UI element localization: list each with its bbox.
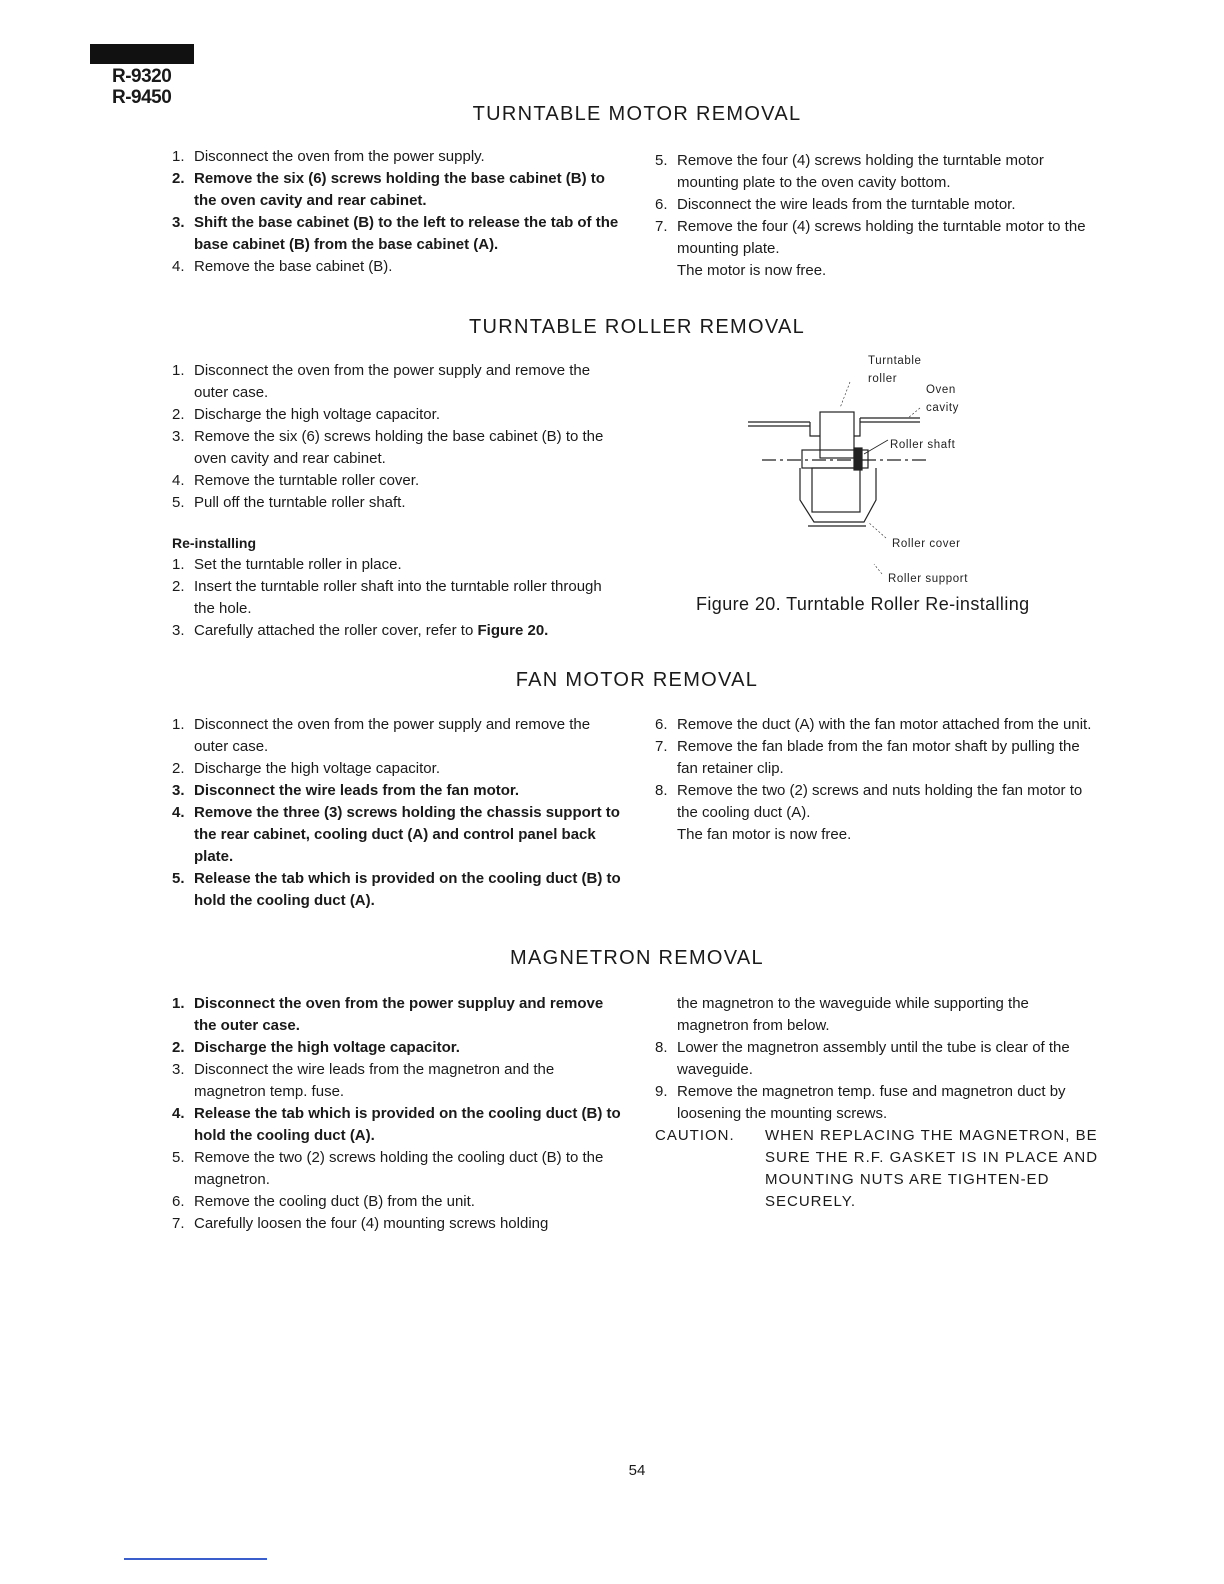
step-item [172,168,622,212]
step-number: 9. [655,1083,668,1100]
step-item [655,714,1103,736]
step-number: 2. [172,578,185,595]
step-item [172,404,622,426]
step-number: 4. [172,472,185,489]
step-text: Release the tab which is provided on the cooling duct (B) to hold the cooling duct (A). [194,1105,621,1144]
step-item [655,1037,1103,1081]
step-number: 1. [172,995,185,1012]
turntable-roller [820,412,854,458]
step-item [655,736,1103,780]
step-item [655,150,1103,194]
page-marker-bar [90,44,194,64]
section-title-turntable-motor: TURNTABLE MOTOR REMOVAL [472,103,802,125]
model-number: R-9320 [112,66,172,87]
step-number: 4. [172,804,185,821]
step-text: Remove the six (6) screws holding the base cabinet (B) to the oven cavity and rear cabinet. [194,428,604,467]
turntable-motor-steps-left [172,146,622,278]
section-title-fan-motor: FAN MOTOR REMOVAL [515,669,759,691]
step-number: 4. [172,258,185,275]
step-text: Disconnect the wire leads from the fan motor. [194,782,520,799]
step-text: Shift the base cabinet (B) to the left to release the tab of the base cabinet (B) from the base cabinet (A). [194,214,619,253]
shaft-clip [854,448,862,470]
step-text: Disconnect the wire leads from the turntable motor. [677,196,1016,213]
step-number: 6. [172,1193,185,1210]
step-number: 5. [172,870,185,887]
step-number: 2. [172,406,185,423]
label-roller-shaft: Roller shaft [890,439,956,451]
step-item [172,212,622,256]
roller-cover-inner [812,468,860,512]
step-item [172,714,624,758]
step-text: Set the turntable roller in place. [194,556,402,573]
label-cavity: cavity [926,402,959,414]
step-text: Remove the duct (A) with the fan motor attached from the unit. [677,716,1092,733]
step-number: 7. [172,1215,185,1232]
step-number: 7. [655,218,668,235]
step-text: Remove the four (4) screws holding the turntable motor mounting plate to the oven cavity bottom. [677,152,1044,191]
page-number: 54 [628,1462,646,1479]
magnetron-steps-left [172,993,622,1235]
leader-line [840,382,850,408]
step-text: Disconnect the oven from the power supply and remove the outer case. [194,362,591,401]
step-item [172,868,624,912]
step-item [172,576,622,620]
step-item [172,470,622,492]
step-number: 6. [655,716,668,733]
step-number: 2. [172,170,185,187]
step-continuation: the magnetron to the waveguide while supporting the magnetron from below. [677,995,1029,1034]
fan-motor-steps-right [655,714,1103,846]
label-oven: Oven [926,384,956,396]
step-text: Lower the magnetron assembly until the tube is clear of the waveguide. [677,1039,1070,1078]
magnetron-steps-right [655,993,1103,1213]
roller-support-bracket [854,418,860,436]
step-item [172,360,622,404]
turntable-roller-steps [172,360,622,642]
step-text: Pull off the turntable roller shaft. [194,494,406,511]
step-number: 5. [172,494,185,511]
step-number: 5. [655,152,668,169]
section-note: The fan motor is now free. [677,826,852,843]
step-number: 3. [172,428,185,445]
step-text: Disconnect the oven from the power suppluy and remove the outer case. [194,995,604,1034]
step-item [172,492,622,514]
step-text: Remove the two (2) screws and nuts holding the fan motor to the cooling duct (A). [677,782,1083,821]
step-number: 3. [172,214,185,231]
step-number: 1. [172,148,185,165]
step-item [172,426,622,470]
step-text: Disconnect the oven from the power supply and remove the outer case. [194,716,591,755]
label-roller-support: Roller support [888,573,968,585]
step-number: 6. [655,196,668,213]
leader-line [868,522,886,538]
step-text: Disconnect the wire leads from the magnetron and the magnetron temp. fuse. [194,1061,555,1100]
fan-motor-steps-left [172,714,624,912]
step-item [655,1081,1103,1125]
label-turntable: Turntable [868,355,922,367]
step-text: Discharge the high voltage capacitor. [194,760,440,777]
figure-reference: Figure 20. [477,622,549,639]
step-number: 3. [172,622,185,639]
step-text: Remove the magnetron temp. fuse and magnetron duct by loosening the mounting screws. [677,1083,1066,1122]
step-number: 3. [172,1061,185,1078]
section-title-magnetron: MAGNETRON REMOVAL [510,947,764,969]
section-title-turntable-roller: TURNTABLE ROLLER REMOVAL [468,316,806,338]
footer-link-line [124,1558,267,1560]
step-item [655,194,1103,216]
step-item [655,216,1103,260]
step-item [172,1103,622,1147]
step-text: Release the tab which is provided on the cooling duct (B) to hold the cooling duct (A). [194,870,621,909]
leader-line [908,408,920,418]
section-note: The motor is now free. [677,262,827,279]
step-text: Carefully attached the roller cover, refer to [194,622,474,639]
leader-line [864,440,888,454]
model-number: R-9450 [112,87,172,108]
step-item [172,1059,622,1103]
step-number: 1. [172,362,185,379]
step-number: 3. [172,782,185,799]
step-number: 5. [172,1149,185,1166]
leader-line [874,564,882,574]
step-number: 1. [172,716,185,733]
step-item [655,780,1103,824]
step-item [172,146,622,168]
step-number: 2. [172,760,185,777]
step-text: Carefully loosen the four (4) mounting screws holding [194,1215,549,1232]
step-text: Discharge the high voltage capacitor. [194,1039,460,1056]
step-item [172,620,622,642]
step-number: 2. [172,1039,185,1056]
caution-block [655,1125,1103,1213]
step-item [172,993,622,1037]
step-item [172,1037,622,1059]
reinstall-heading: Re-installing [172,535,257,551]
step-item [172,554,622,576]
model-numbers [112,66,171,108]
step-item [172,758,624,780]
step-item [172,1147,622,1191]
step-text: Remove the six (6) screws holding the base cabinet (B) to the oven cavity and rear cabinet. [194,170,605,209]
step-text: Discharge the high voltage capacitor. [194,406,440,423]
step-item [172,1191,622,1213]
roller-support-bracket [810,422,820,436]
label-roller-cover: Roller cover [892,538,961,550]
step-item [172,256,622,278]
step-item [172,780,624,802]
step-text: Remove the cooling duct (B) from the unit. [194,1193,475,1210]
step-number: 8. [655,1039,668,1056]
step-item [172,802,624,868]
step-text: Remove the base cabinet (B). [194,258,393,275]
step-text: Remove the three (3) screws holding the chassis support to the rear cabinet, cooling duct (A) and control panel back plate. [194,804,620,865]
step-text: Disconnect the oven from the power supply. [194,148,485,165]
caution-text: WHEN REPLACING THE MAGNETRON, BE SURE THE R.F. GASKET IS IN PLACE AND MOUNTING NUTS ARE TIGHTEN-ED SECURELY. [765,1127,1099,1210]
caution-label: CAUTION. [655,1127,735,1144]
step-number: 1. [172,556,185,573]
step-number: 8. [655,782,668,799]
step-text: Insert the turntable roller shaft into the turntable roller through the hole. [194,578,602,617]
step-text: Remove the two (2) screws holding the cooling duct (B) to the magnetron. [194,1149,604,1188]
step-text: Remove the four (4) screws holding the turntable motor to the mounting plate. [677,218,1086,257]
label-roller: roller [868,373,898,385]
step-number: 4. [172,1105,185,1122]
step-text: Remove the turntable roller cover. [194,472,420,489]
turntable-roller-diagram [740,350,1000,590]
step-number: 7. [655,738,668,755]
step-text: Remove the fan blade from the fan motor shaft by pulling the fan retainer clip. [677,738,1080,777]
figure-caption: Figure 20. Turntable Roller Re-installing [696,594,1030,614]
turntable-motor-steps-right [655,150,1103,282]
step-item [172,1213,622,1235]
